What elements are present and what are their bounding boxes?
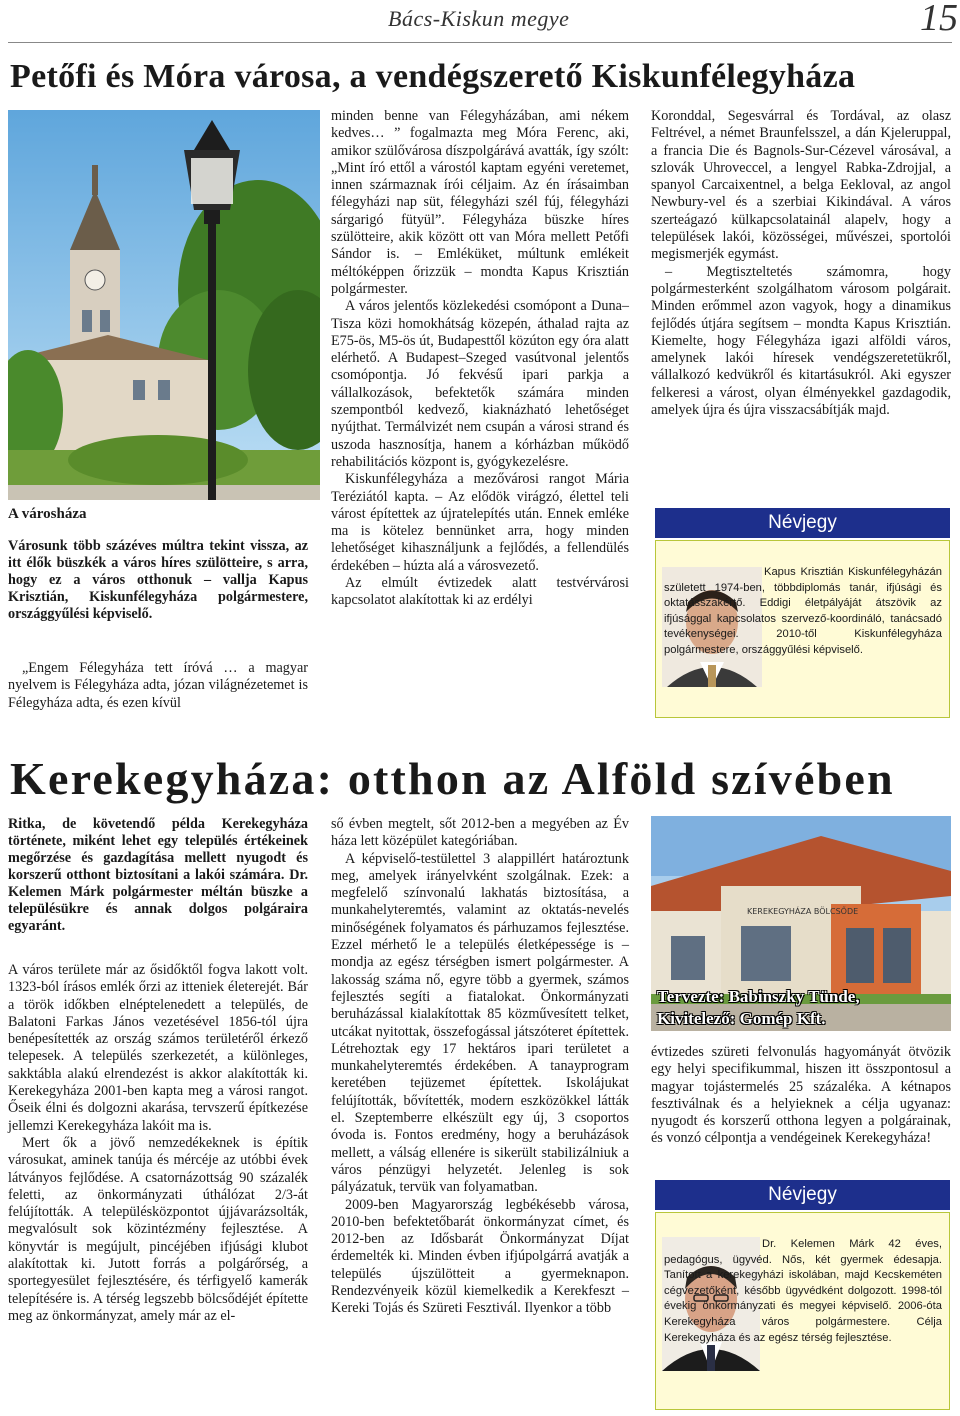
nevjegy-heading-2: Névjegy	[655, 1180, 950, 1210]
paragraph: A város területe már az ősidőktől fogva lakott volt. 1323-ból írásos emlék őrzi az itteniek életerejét. Bár a török időkben elnéptelenedett a település, de Balatoni Farkas János vezetésével 1856-tól újra benépesítették az ország számos területéről érkező telepesek. A település szerkezetét, a különleges, sakktábla alakú elrendezést is akkor alakították ki. Kerekegyháza 2001-ben kapta meg a városi rangot. Őseik élni és dolgozni akarása, tervszerű építkezése jellemzi Kerekegyháza lakóit ma is.	[8, 962, 308, 1134]
paragraph: 2009-ben Magyarország legbékésebb városa, 2010-ben befektetőbarát önkormányzat címet, és 2012-ben az Idősbarát Önkormányzat Díjat érdemelték ki. Minden évben ifjúpolgárrá avatják a település újszülötteit a gyermeknapon. Rendezvényeik közül kiemelkedik a Kerekfeszt – Kereki Tojás és Szüreti Fesztivál. Ilyenkor a több	[331, 1196, 629, 1317]
credit-line: Kivitelező: Gomép Kft.	[657, 1009, 826, 1028]
article1-col2	[331, 108, 629, 610]
paragraph: Koronddal, Segesvárral és Tordával, az olasz Feltrével, a német Braunfelsszel, a dán Kjeleruppal, a francia Die és Bagnols-Sur-Cézevel városával, a szlovák Uhroveccel, a lengyel Rabka-Zdrojjal, a spanyol Carcaixentnel, a belga Eekloval, az angol Newbury-vel és a szerbiai Kikindával. A város szerteágazó külkapcsolatainál alapelv, hogy a települések lakói, közösségei, művészei, sportolói megismerjék egymást.	[651, 108, 951, 263]
region-header: Bács-Kiskun megye	[388, 6, 570, 31]
article2-title: Kerekegyháza: otthon az Alföld szívében	[10, 753, 895, 804]
paragraph: Kiskunfélegyháza a mezővárosi rangot Mária Teréziától kapta. – Az elődök virágzó, élettel teli várost építettek az újratelepítés után. Ennek emléke ma is kötelez bennünket arra, hogy minden lehetőséget kihasználjunk a fejlődés, a fellendülés érdekében – húzta alá a városvezető.	[331, 471, 629, 574]
article2-col2	[331, 816, 629, 1318]
article2-col3	[651, 1044, 951, 1148]
page-number: 15	[920, 0, 958, 39]
town-hall-photo	[8, 110, 320, 500]
article2-col1	[8, 962, 308, 1325]
article1-col3	[651, 108, 951, 419]
paragraph: Mert ők a jövő nemzedékeknek is építik városukat, aminek tanúja és mércéje az utóbbi évek látványos fejlődése. A csatornázottság 90 százalék feletti, az önkormányzati úthálózat 2/3-át felújították. A településközpontot újjávarázsolták, megvalósult sok közintézmény fejlesztése. A könyvtár is megújult, pincéjében ifjúsági klubot alakítottak ki. Jutott forrás a polgárőrség, a sportegyesület fejlesztésére, és térfigyelő kamerák telepítésére is. A térség legszebb bölcsődéjét építette meg az önkormányzat, amely már az el-	[8, 1134, 308, 1324]
nursery-photo	[651, 816, 951, 1031]
nevjegy-box	[655, 540, 950, 718]
paragraph: – Megtiszteltetés számomra, hogy polgármesterként szolgálhatom városom polgárait. Minden erőmmel azon vagyok, hogy a dinamikus fejlődés útjára segítsem – mondta Kapus Krisztián. Kiemelte, hogy Félegyháza igazi alföldi város, amelynek lakói híresek vendégszeretetükről, vállalkozó kedvükről és kitartásukról. Aki egyszer felkeresi a várost, olyan élményekkel gazdagodik, amelyek újra és újra visszacsábítják majd.	[651, 263, 951, 419]
paragraph: minden benne van Félegyházában, ami nékem kedves… ” fogalmazta meg Móra Ferenc, aki, amikor szülővárosa díszpolgárává avatták, így szólt: „Mint író ettől a várostól kaptam egyéni veretemet, innen származnak írói céljaim. Az én írásaimban félegyházi nap süt, félegyházi szél fúj, félegyházi sárgarigó fütyül”. Félegyháza büszke híres szülötteire, akik között ott van Móra mellett Petőfi Sándor is. – Emléküket, múltunk emlékeit méltóképpen őrizzük – mondta Kapus Krisztián polgármester.	[331, 108, 629, 297]
nevjegy-text: Kapus Krisztián Kiskunfélegyházán született 1974-ben, többdiplomás tanár, ifjúsági és oktatásszakértő. Eddigi életpályáját átszövik az ifjúsággal kapcsolatos szervező-koordináló, tanácsadó tevékenységei. 2010-től Kiskunfélegyháza polgármestere, országgyűlési képviselő.	[664, 566, 942, 656]
paragraph: évtizedes szüreti felvonulás hagyományát ötvözik egy helyi specifikummal, hiszen itt összpontosul a magyar tojástermelés 25 százaléka. A kétnapos fesztiválnak és a helyieknek a célja ugyanaz: nyugodt és korszerű otthona legyen a polgárainak, és vonzó célpontja a vendégeinek Kerekegyháza!	[651, 1044, 951, 1147]
photo-credit	[657, 986, 947, 1030]
article1-lead: Városunk több százéves múltra tekint vissza, az itt élők büszkék a város híres szülötteire, s arra, hogy ez a város otthonuk – vallja Kapus Krisztián, Kiskunfélegyháza polgármestere, országgyűlési képviselő.	[8, 538, 308, 622]
credit-line: Tervezte: Babinszky Tünde,	[657, 987, 860, 1006]
header-rule	[8, 42, 952, 43]
building-sign: KEREKEGYHÁZA BÖLCSŐDE	[747, 907, 859, 916]
nevjegy-heading: Névjegy	[655, 508, 950, 538]
photo-caption: A városháza	[8, 506, 87, 522]
paragraph: Az elmúlt évtizedek alatt testvérvárosi kapcsolatot alakítottak ki az erdélyi	[331, 575, 629, 609]
nevjegy-text-2: Dr. Kelemen Márk 42 éves, pedagógus, ügyvéd. Nős, két gyermek édesapja. Tanított a kerekegyházi iskolában, majd Kecskeméten cégvezetőként, később ügyvédként dolgozott. 1998-tól évekig önkormányzati és megyei képviselő. 2006-óta Kerekegyháza város polgármestere. Célja Kerekegyháza és az egész térség fejlesztése.	[664, 1238, 942, 1344]
paragraph: „Engem Félegyháza tett íróvá … a magyar nyelvem is Félegyháza adta, józan világnézetemet is Félegyháza adta, és ezen kívül	[8, 660, 308, 711]
nevjegy-box-2	[655, 1212, 950, 1410]
paragraph: A képviselő-testülettel 3 alappillért határoztunk meg, amelyek irányelvként szolgálnak. Ezek: a megfelelő színvonalú lakhatás biztosítása, a munkahelyteremtés, valamint az oktatás-nevelés minőségének folyamatos és párhuzamos fejlesztése. Ezzel mérhető le a település életképessége is – mondja az egész térségben ismert polgármester. A lakosság száma nő, egyre több a gyermek, számos fejlesztés segíti a fiatalokat. Önkormányzati beruházással kialakítottak 85 közművesített telket, utcákat nyitottak, összefogással játszóteret építettek. Létrehoztak egy 17 hektáros ipari területet a munkahelyteremtés érdekében. A tanayprogram keretében tejüzemet építettek. Iskolájukat felújították, bővítették, modern eszközökkel látták el. Szeptemberre elkészült egy új, 3 csoportos óvoda is. Fontos eredmény, hogy a beruházások mellett, a válság ellenére is sikerült stabilizálniuk a város pénzügyi helyzetét. Jelenleg is sok pályázatuk, tervük van folyamatban.	[331, 850, 629, 1196]
article1-col1	[8, 660, 308, 712]
article1-title: Petőfi és Móra városa, a vendégszerető Kiskunfélegyháza	[10, 58, 856, 95]
paragraph: A város jelentős közlekedési csomópont a Duna–Tisza közi homokhátság közepén, áthalad rajta az E75-ös, M5-ös út, Budapesttől közúton egy óra alatt elérhető. A Budapest–Szeged vasútvonal jelentős csomópontja. Jó fekvésű ipari parkja a vállalkozások, befektetők számára minden szempontból kedvező, kiaknázható lehetőséget nyújthat. Termálvizét nem csupán a városi strand és uszoda hasznosítja, hanem a kórházban működő rehabilitációs központ is, gyógykezelésre.	[331, 298, 629, 470]
paragraph: ső évben megtelt, sőt 2012-ben a megyében az Év háza lett középület kategóriában.	[331, 816, 629, 850]
article2-lead: Ritka, de követendő példa Kerekegyháza története, miként lehet egy település értékeinek megőrzése és gazdagítása mellett nyugodt és korszerű otthont biztosítani a lakói számára. Dr. Kelemen Márk polgármester méltán büszke a településükre és annak dolgos polgáraira egyaránt.	[8, 816, 308, 934]
